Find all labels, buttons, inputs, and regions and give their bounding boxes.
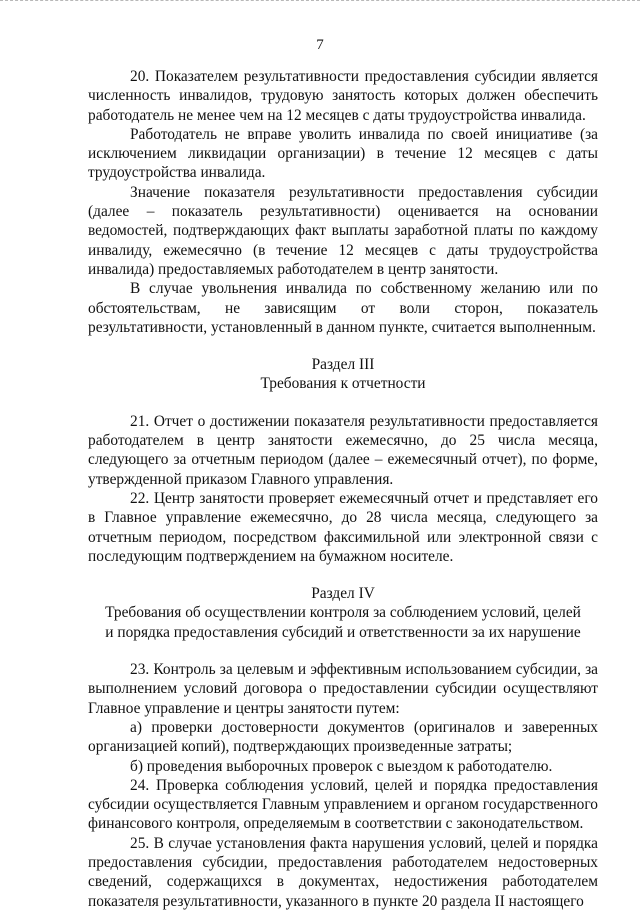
paragraph-20-value: Значение показателя результативности предоставления субсидии (далее – показатель результативности) оценивается на основании ведомостей, подтверждающих факт выплаты заработной платы по каждому инвалиду, ежемесячно (в течение 12 месяцев с даты трудоустройства инвалида) предоставляемых работодателем в центр занятости. xyxy=(88,183,598,278)
paragraph-20-dismissal: Работодатель не вправе уволить инвалида по своей инициативе (за исключением ликвидации организации) в течение 12 месяцев с даты трудоустройства инвалида. xyxy=(88,125,598,182)
page-number: 7 xyxy=(316,37,324,53)
paragraph-20-voluntary: В случае увольнения инвалида по собственному желанию или по обстоятельствам, не зависящим от воли сторон, показатель результативности, установленный в данном пункте, считается выполненным. xyxy=(88,280,598,336)
scan-top-border xyxy=(0,0,640,5)
paragraph-25: 25. В случае установления факта нарушения условий, целей и порядка предоставления субсидии, предоставления работодателем недостоверных сведений, содержащихся в документах, недостижения работодателем показателя результативности, указанного в пункте 20 раздела II настоящего xyxy=(88,834,598,910)
section-3-title: Требования к отчетности xyxy=(260,375,426,393)
document-body xyxy=(88,67,598,911)
paragraph-23-a: а) проверки достоверности документов (оригиналов и заверенных организацией копий), подтверждающих произведенные затраты; xyxy=(88,718,598,756)
paragraph-23: 23. Контроль за целевым и эффективным использованием субсидии, за выполнением условий договора о предоставлении субсидии осуществляют Главное управление и центры занятости путем: xyxy=(88,661,598,717)
section-4-title-line-1: Требования об осуществлении контроля за соблюдением условий, целей xyxy=(105,604,581,622)
paragraph-20: 20. Показателем результативности предоставления субсидии является численность инвалидов, трудовую занятость которых должен обеспечить работодатель не менее чем на 12 месяцев с даты трудоустройства инвалида. xyxy=(88,68,598,124)
paragraph-24: 24. Проверка соблюдения условий, целей и порядка предоставления субсидии осуществляется Главным управлением и органом государственного финансового контроля, определяемым в соответствии с законодательством. xyxy=(88,776,598,833)
paragraph-22: 22. Центр занятости проверяет ежемесячный отчет и представляет его в Главное управление ежемесячно, до 28 числа месяца, следующего за отчетным периодом, посредством факсимильной или электронной связи с последующим подтверждением на бумажном носителе. xyxy=(88,489,598,565)
paragraph-21: 21. Отчет о достижении показателя результативности предоставляется работодателем в центр занятости ежемесячно, до 25 числа месяца, следующего за отчетным периодом (далее – ежемесячный отчет), по форме, утвержденной приказом Главного управления. xyxy=(88,412,598,488)
section-3-number: Раздел III xyxy=(311,356,375,374)
paragraph-23-b: б) проведения выборочных проверок с выездом к работодателю. xyxy=(130,757,553,775)
section-4-title-line-2: и порядка предоставления субсидий и ответственности за их нарушение xyxy=(105,623,581,641)
section-4-number: Раздел IV xyxy=(311,585,375,603)
